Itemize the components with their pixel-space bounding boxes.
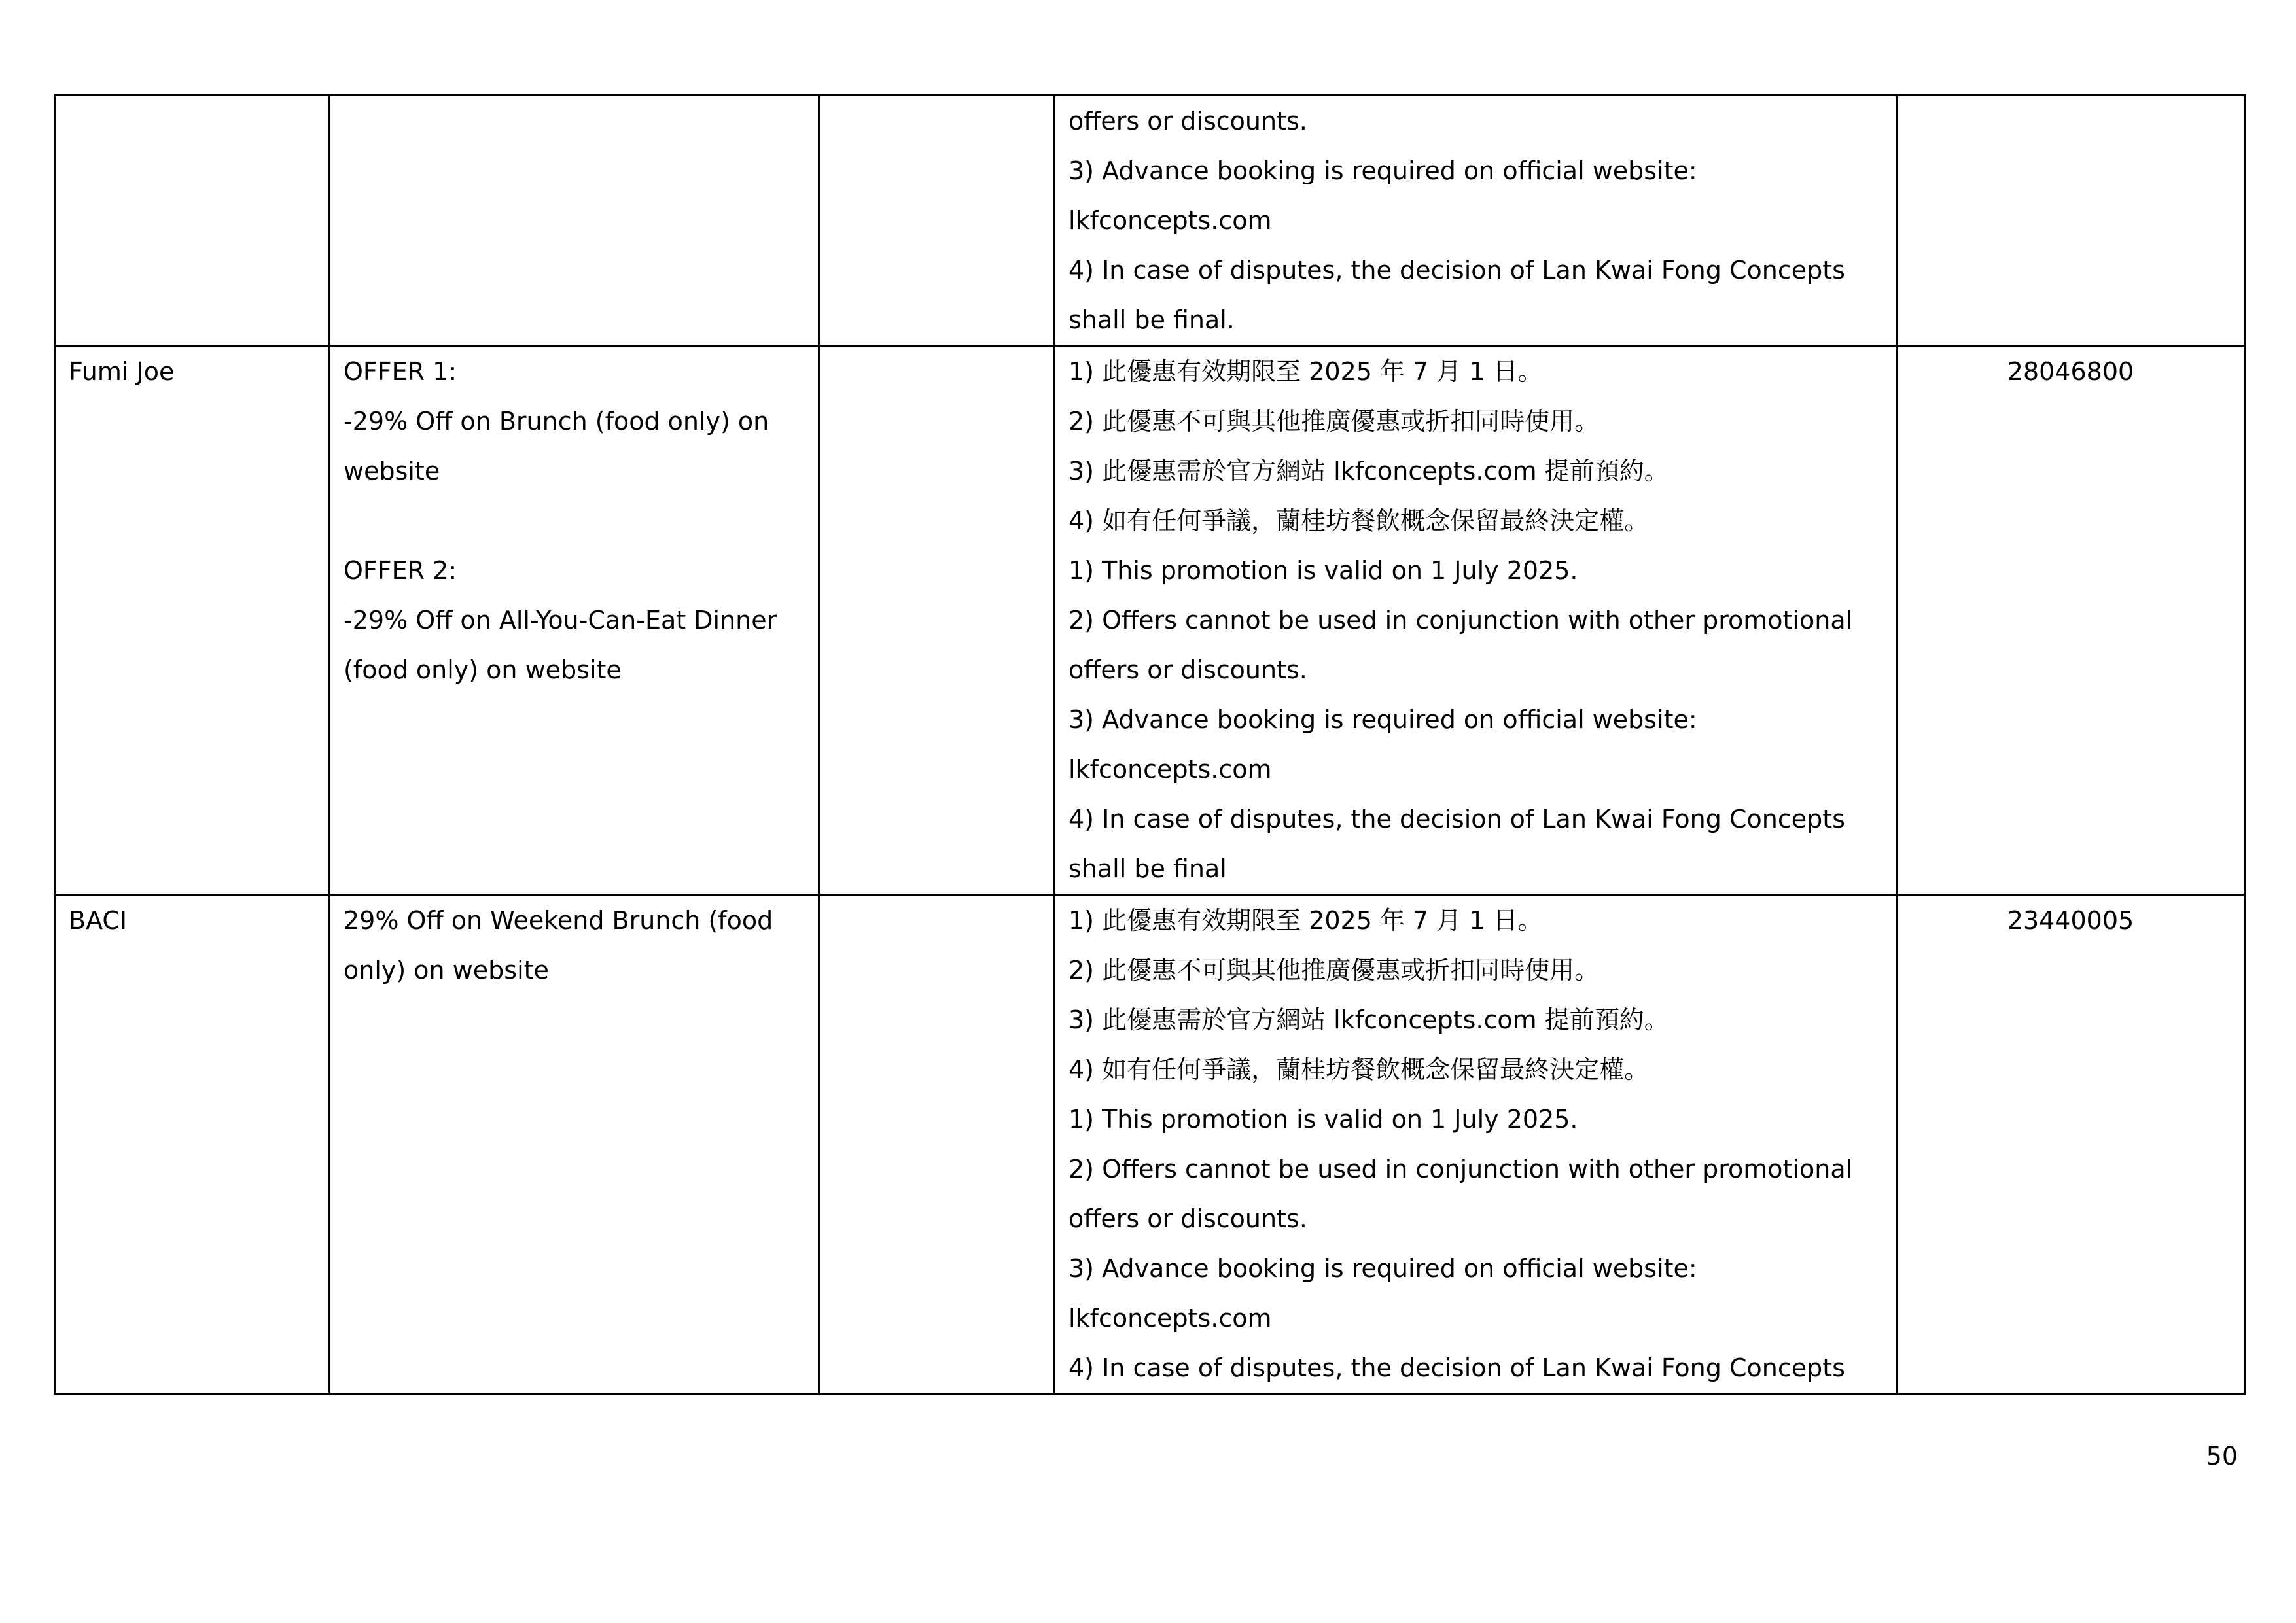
offer-cell bbox=[330, 346, 819, 895]
terms-line: 3) 此優惠需於官方網站 lkfconcepts.com 提前預約。 bbox=[1069, 457, 1669, 485]
terms-line: 3) Advance booking is required on official website: bbox=[1069, 156, 1697, 185]
terms-line: 4) In case of disputes, the decision of Lan Kwai Fong Concepts bbox=[1069, 1353, 1845, 1382]
terms-line: lkfconcepts.com bbox=[1069, 755, 1272, 784]
name-line: Fumi Joe bbox=[69, 357, 175, 386]
blank-cell bbox=[819, 895, 1055, 1394]
offer-cell bbox=[330, 895, 819, 1394]
phone-line: 28046800 bbox=[2007, 357, 2134, 386]
offers-table bbox=[54, 94, 2246, 1395]
offer-cell bbox=[330, 96, 819, 346]
offer-line: 29% Off on Weekend Brunch (food bbox=[344, 906, 773, 935]
terms-line: 3) Advance booking is required on official website: bbox=[1069, 705, 1697, 734]
terms-line: 4) In case of disputes, the decision of Lan Kwai Fong Concepts bbox=[1069, 805, 1845, 833]
offer-line bbox=[344, 496, 805, 546]
terms-line: 3) Advance booking is required on official website: bbox=[1069, 1254, 1697, 1283]
offers-table-body bbox=[55, 96, 2245, 1394]
phone-line: 23440005 bbox=[2007, 906, 2134, 935]
terms-line: 3) 此優惠需於官方網站 lkfconcepts.com 提前預約。 bbox=[1069, 1005, 1669, 1034]
terms-line: lkfconcepts.com bbox=[1069, 206, 1272, 235]
phone-cell bbox=[1897, 895, 2245, 1394]
offer-line: only) on website bbox=[344, 956, 549, 985]
terms-line: 4) 如有任何爭議，蘭桂坊餐飲概念保留最終決定權。 bbox=[1069, 1055, 1650, 1084]
offer-line: OFFER 1: bbox=[344, 357, 457, 386]
table-row bbox=[55, 895, 2245, 1394]
terms-line: 1) 此優惠有效期限至 2025 年 7 月 1 日。 bbox=[1069, 906, 1543, 935]
terms-line: offers or discounts. bbox=[1069, 1204, 1307, 1233]
terms-line: 1) 此優惠有效期限至 2025 年 7 月 1 日。 bbox=[1069, 357, 1543, 386]
restaurant-name-cell bbox=[55, 895, 330, 1394]
blank-cell bbox=[819, 96, 1055, 346]
terms-line: 2) Offers cannot be used in conjunction with other promotional bbox=[1069, 1155, 1853, 1183]
terms-line: 1) This promotion is valid on 1 July 2025. bbox=[1069, 1105, 1578, 1134]
phone-cell bbox=[1897, 96, 2245, 346]
terms-line: 1) This promotion is valid on 1 July 2025. bbox=[1069, 556, 1578, 585]
blank-cell bbox=[819, 346, 1055, 895]
terms-cell bbox=[1055, 895, 1897, 1394]
terms-line: offers or discounts. bbox=[1069, 655, 1307, 684]
offer-line: OFFER 2: bbox=[344, 556, 457, 585]
terms-line: offers or discounts. bbox=[1069, 107, 1307, 135]
phone-cell bbox=[1897, 346, 2245, 895]
terms-line: 2) 此優惠不可與其他推廣優惠或折扣同時使用。 bbox=[1069, 407, 1600, 436]
restaurant-name-cell bbox=[55, 346, 330, 895]
terms-line: shall be final bbox=[1069, 854, 1227, 883]
name-line: BACI bbox=[69, 906, 128, 935]
terms-line: 2) 此優惠不可與其他推廣優惠或折扣同時使用。 bbox=[1069, 956, 1600, 985]
terms-line: 4) 如有任何爭議，蘭桂坊餐飲概念保留最終決定權。 bbox=[1069, 506, 1650, 535]
restaurant-name-cell bbox=[55, 96, 330, 346]
terms-cell bbox=[1055, 96, 1897, 346]
page-number: 50 bbox=[2206, 1442, 2238, 1471]
terms-line: 2) Offers cannot be used in conjunction with other promotional bbox=[1069, 606, 1853, 635]
table-row bbox=[55, 346, 2245, 895]
table-row bbox=[55, 96, 2245, 346]
offer-line: -29% Off on All-You-Can-Eat Dinner bbox=[344, 606, 777, 635]
terms-line: lkfconcepts.com bbox=[1069, 1304, 1272, 1333]
terms-cell bbox=[1055, 346, 1897, 895]
offer-line: (food only) on website bbox=[344, 655, 622, 684]
terms-line: shall be final. bbox=[1069, 305, 1235, 334]
offer-line: website bbox=[344, 457, 440, 485]
terms-line: 4) In case of disputes, the decision of Lan Kwai Fong Concepts bbox=[1069, 256, 1845, 285]
offer-line: -29% Off on Brunch (food only) on bbox=[344, 407, 769, 436]
